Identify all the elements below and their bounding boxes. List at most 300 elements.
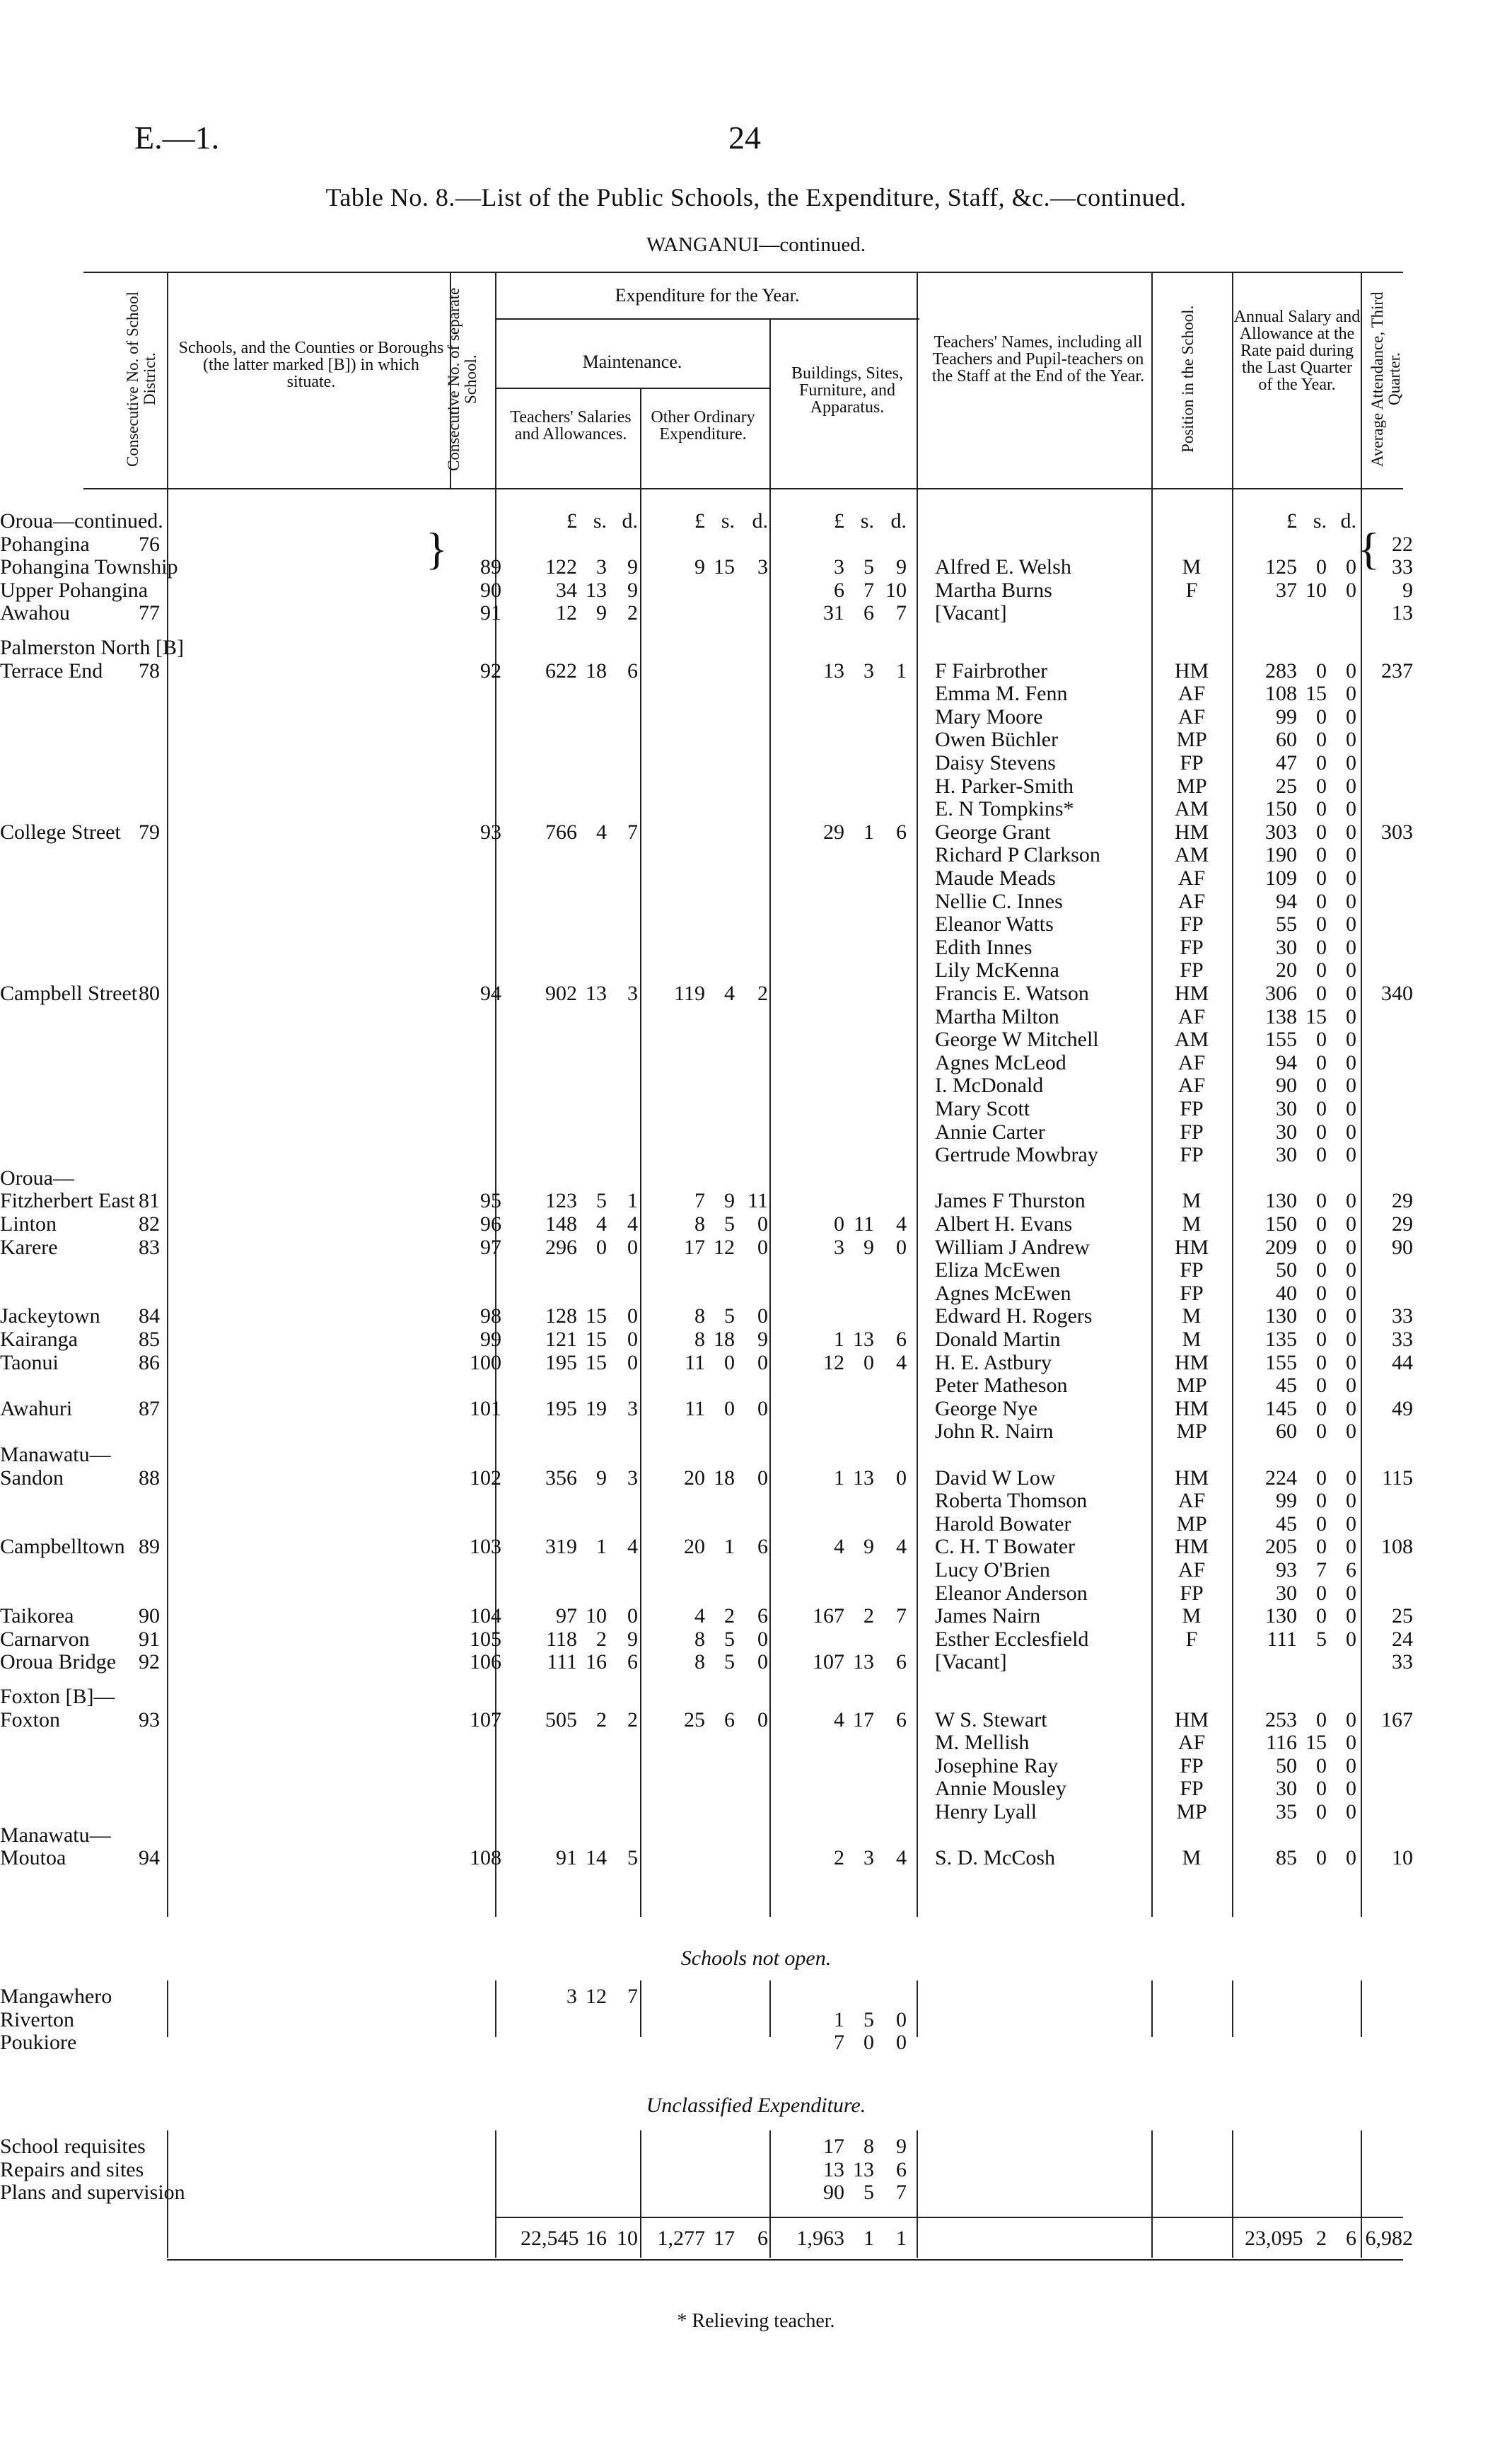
attendance: 33 bbox=[1392, 1304, 1413, 1328]
buildings-pounds: 4 bbox=[834, 1535, 844, 1559]
salary-pence: 0 bbox=[1346, 1604, 1356, 1628]
other-pounds: 11 bbox=[685, 1396, 705, 1420]
table-row bbox=[0, 797, 1512, 820]
salary-shillings: 0 bbox=[1316, 1120, 1327, 1144]
brace: } bbox=[426, 523, 448, 574]
other-pounds: £ bbox=[694, 509, 705, 533]
table-row bbox=[0, 1120, 1512, 1144]
school-number: 108 bbox=[470, 1846, 501, 1870]
buildings-pounds: 13 bbox=[823, 2157, 844, 2181]
table-title: Table No. 8.—List of the Public Schools, the Expenditure, Staff, &c.—continued. bbox=[325, 183, 1187, 211]
salary-shillings: 0 bbox=[1316, 1800, 1327, 1823]
position: FP bbox=[1180, 1143, 1204, 1167]
district-number: 77 bbox=[139, 601, 160, 625]
header-salary: Annual Salary and Allowance at the Rate paid during the Last Quarter of the Year. bbox=[1233, 308, 1361, 394]
salaries-pounds: 34 bbox=[556, 578, 577, 602]
table-row bbox=[0, 728, 1512, 751]
buildings-pence: 0 bbox=[896, 2031, 907, 2055]
salary-shillings: 0 bbox=[1316, 935, 1327, 959]
salary-pence: 0 bbox=[1346, 1846, 1356, 1870]
salary-pence: 0 bbox=[1346, 704, 1356, 729]
salary-pence: 0 bbox=[1346, 1627, 1356, 1651]
salaries-pence: 0 bbox=[627, 1235, 638, 1259]
position: MP bbox=[1176, 1800, 1207, 1823]
salary-pounds: 135 bbox=[1265, 1328, 1297, 1351]
other-shillings: 5 bbox=[724, 1304, 735, 1328]
teacher-name: Lily McKenna bbox=[935, 958, 1059, 982]
brace: { bbox=[1358, 523, 1380, 574]
salary-shillings: 15 bbox=[1305, 682, 1327, 706]
school-number: 97 bbox=[480, 1235, 501, 1259]
teacher-name: I. McDonald bbox=[935, 1074, 1044, 1098]
total-salaries-pence: 10 bbox=[617, 2227, 638, 2250]
salary-shillings: 0 bbox=[1316, 1846, 1327, 1870]
table-row bbox=[0, 1097, 1512, 1120]
salaries-pence: 0 bbox=[627, 1304, 638, 1328]
teacher-name: E. N Tompkins* bbox=[935, 797, 1074, 821]
other-pence: 0 bbox=[757, 1350, 768, 1374]
position: FP bbox=[1180, 1581, 1204, 1605]
salary-pounds: 30 bbox=[1276, 1120, 1297, 1144]
other-pounds: 20 bbox=[684, 1535, 705, 1559]
buildings-pounds: 0 bbox=[834, 1212, 844, 1236]
buildings-pence: 9 bbox=[896, 555, 907, 579]
buildings-pounds: 4 bbox=[834, 1707, 844, 1731]
salary-pounds: 150 bbox=[1265, 1212, 1297, 1236]
other-pence: 0 bbox=[757, 1707, 768, 1731]
salary-pounds: 30 bbox=[1276, 1581, 1297, 1605]
salary-pence: 0 bbox=[1346, 1777, 1356, 1801]
buildings-pounds: 13 bbox=[823, 659, 844, 683]
attendance: 303 bbox=[1381, 820, 1413, 844]
total-salary-pence: 6 bbox=[1346, 2227, 1356, 2250]
salary-pounds: 30 bbox=[1276, 1097, 1297, 1120]
teacher-name: H. E. Astbury bbox=[935, 1350, 1052, 1374]
position: FP bbox=[1180, 1777, 1204, 1801]
total-attendance: 6,982 bbox=[1365, 2227, 1413, 2250]
salary-pounds: 30 bbox=[1276, 935, 1297, 959]
col-rule bbox=[495, 1980, 496, 2037]
attendance: 237 bbox=[1381, 659, 1413, 683]
salaries-pounds: 766 bbox=[545, 820, 577, 844]
position: HM bbox=[1174, 1350, 1209, 1374]
position: MP bbox=[1176, 728, 1207, 752]
salary-shillings: 0 bbox=[1316, 1466, 1327, 1490]
teacher-name: Alfred E. Welsh bbox=[935, 555, 1071, 579]
salary-pounds: 20 bbox=[1276, 958, 1297, 982]
buildings-pounds: 3 bbox=[834, 555, 844, 579]
salary-shillings: 0 bbox=[1316, 1374, 1327, 1398]
buildings-shillings: 0 bbox=[863, 1350, 874, 1374]
salary-shillings: 0 bbox=[1316, 1489, 1327, 1513]
buildings-pounds: 167 bbox=[813, 1604, 844, 1628]
position: FP bbox=[1180, 751, 1204, 775]
table-row bbox=[0, 958, 1512, 982]
salary-shillings: 0 bbox=[1316, 1707, 1327, 1731]
salary-pence: 0 bbox=[1346, 1581, 1356, 1605]
other-pounds: 8 bbox=[694, 1212, 705, 1236]
teacher-name: John R. Nairn bbox=[935, 1420, 1054, 1444]
position: M bbox=[1182, 1212, 1202, 1236]
salaries-pounds: 319 bbox=[545, 1535, 577, 1559]
salary-pounds: 50 bbox=[1276, 1258, 1297, 1282]
other-pounds: 8 bbox=[694, 1304, 705, 1328]
salary-shillings: 0 bbox=[1316, 1097, 1327, 1120]
salary-pounds: 35 bbox=[1276, 1800, 1297, 1823]
table-row bbox=[0, 705, 1512, 729]
buildings-pence: 6 bbox=[896, 820, 907, 844]
teacher-name: Lucy O'Brien bbox=[935, 1558, 1050, 1582]
teacher-name: Eleanor Watts bbox=[935, 912, 1054, 936]
total-salary-shillings: 2 bbox=[1316, 2227, 1327, 2250]
salaries-shillings: 15 bbox=[586, 1328, 607, 1351]
other-shillings: 18 bbox=[714, 1466, 735, 1490]
attendance: 44 bbox=[1392, 1350, 1413, 1374]
salaries-pounds: 195 bbox=[545, 1396, 577, 1420]
other-pence: 11 bbox=[748, 1189, 768, 1213]
salary-pence: 0 bbox=[1346, 1512, 1356, 1536]
position: FP bbox=[1180, 958, 1204, 982]
attendance: 24 bbox=[1392, 1627, 1413, 1651]
buildings-pounds: 2 bbox=[834, 1846, 844, 1870]
salary-shillings: 0 bbox=[1316, 912, 1327, 936]
salary-pounds: 224 bbox=[1265, 1466, 1297, 1490]
salaries-shillings: 15 bbox=[586, 1350, 607, 1374]
table-row bbox=[0, 1328, 1512, 1351]
salaries-pounds: 118 bbox=[546, 1627, 577, 1651]
school-name: Awahou bbox=[0, 601, 70, 625]
salaries-shillings: 2 bbox=[596, 1627, 607, 1651]
salary-pence: 0 bbox=[1346, 1396, 1356, 1420]
position: AF bbox=[1177, 1050, 1206, 1074]
salary-pounds: 85 bbox=[1276, 1846, 1297, 1870]
buildings-pence: d. bbox=[890, 509, 907, 533]
buildings-pence: 0 bbox=[896, 2007, 907, 2031]
teacher-name: Agnes McEwen bbox=[935, 1281, 1071, 1305]
school-number: 92 bbox=[480, 659, 501, 683]
salaries-pence: 3 bbox=[627, 1396, 638, 1420]
salary-pounds: 138 bbox=[1265, 1004, 1297, 1028]
salary-shillings: 0 bbox=[1316, 1074, 1327, 1098]
school-name: Pohangina Township bbox=[0, 555, 178, 579]
teacher-name: James Nairn bbox=[935, 1604, 1041, 1628]
district-number: 89 bbox=[139, 1535, 160, 1559]
salary-pence: 0 bbox=[1346, 1074, 1356, 1098]
buildings-pence: 4 bbox=[896, 1212, 907, 1236]
school-number: 99 bbox=[480, 1328, 501, 1351]
total-buildings-shillings: 1 bbox=[863, 2227, 874, 2250]
buildings-shillings: 2 bbox=[863, 1604, 874, 1628]
buildings-pounds: 6 bbox=[834, 578, 844, 602]
salary-shillings: 0 bbox=[1316, 751, 1327, 775]
teacher-name: Edward H. Rogers bbox=[935, 1304, 1093, 1328]
table-row bbox=[0, 1846, 1512, 1869]
teacher-name: Eleanor Anderson bbox=[935, 1581, 1088, 1605]
total-buildings-pounds: 1,963 bbox=[796, 2227, 844, 2250]
salary-shillings: 15 bbox=[1305, 1004, 1327, 1028]
header-maintenance: Maintenance. bbox=[582, 352, 682, 372]
salary-shillings: 0 bbox=[1316, 774, 1327, 798]
other-shillings: 9 bbox=[724, 1189, 735, 1213]
school-number: 95 bbox=[480, 1189, 501, 1213]
table-row bbox=[0, 1074, 1512, 1097]
position: AF bbox=[1177, 1074, 1206, 1098]
school-name: Palmerston North [B] bbox=[0, 636, 184, 659]
attendance: 49 bbox=[1392, 1396, 1413, 1420]
salaries-pence: 4 bbox=[627, 1535, 638, 1559]
salary-pence: 0 bbox=[1346, 1120, 1356, 1144]
salary-pounds: 60 bbox=[1276, 1420, 1297, 1444]
salary-pence: 0 bbox=[1346, 1235, 1356, 1259]
salaries-shillings: 12 bbox=[586, 1985, 607, 2008]
attendance: 9 bbox=[1402, 578, 1413, 602]
school-number: 106 bbox=[470, 1650, 501, 1674]
salary-shillings: 0 bbox=[1316, 1350, 1327, 1374]
table-row bbox=[0, 2031, 1512, 2054]
position: M bbox=[1182, 555, 1202, 579]
school-name: Mangawhero bbox=[0, 1985, 112, 2008]
position: AF bbox=[1177, 866, 1206, 890]
salary-shillings: 0 bbox=[1316, 1420, 1327, 1444]
attendance: 340 bbox=[1381, 982, 1413, 1005]
header-expenditure: Expenditure for the Year. bbox=[615, 285, 800, 306]
salaries-pence: 5 bbox=[627, 1846, 638, 1870]
school-number: 101 bbox=[470, 1396, 501, 1420]
table-subtitle: WANGANUI—continued. bbox=[646, 233, 866, 256]
other-pounds: 20 bbox=[684, 1466, 705, 1490]
salary-pounds: 37 bbox=[1276, 578, 1297, 602]
buildings-pence: 0 bbox=[896, 1235, 907, 1259]
position: M bbox=[1182, 1846, 1202, 1870]
table-row bbox=[0, 866, 1512, 890]
table-row bbox=[0, 1731, 1512, 1754]
salary-pence: 0 bbox=[1346, 1097, 1356, 1120]
district-number: 88 bbox=[139, 1466, 160, 1490]
school-number: 96 bbox=[480, 1212, 501, 1236]
position: FP bbox=[1180, 935, 1204, 959]
salary-shillings: 7 bbox=[1316, 1558, 1327, 1582]
salary-pence: 0 bbox=[1346, 1535, 1356, 1559]
attendance: 29 bbox=[1392, 1212, 1413, 1236]
section-unclassified: Unclassified Expenditure. bbox=[646, 2094, 866, 2117]
position: HM bbox=[1174, 659, 1209, 683]
other-pence: 3 bbox=[757, 555, 768, 579]
school-number: 100 bbox=[470, 1350, 501, 1374]
header-position: Position in the School. bbox=[1179, 305, 1197, 453]
district-number: 82 bbox=[139, 1212, 160, 1236]
table-row bbox=[0, 890, 1512, 913]
table-row bbox=[0, 1028, 1512, 1051]
other-shillings: 12 bbox=[714, 1235, 735, 1259]
school-name: Foxton bbox=[0, 1707, 61, 1731]
district-number: 86 bbox=[139, 1350, 160, 1374]
total-salaries-shillings: 16 bbox=[586, 2227, 607, 2250]
salary-shillings: 5 bbox=[1316, 1627, 1327, 1651]
table-row bbox=[0, 533, 1512, 556]
salary-pence: 0 bbox=[1346, 751, 1356, 775]
school-name: School requisites bbox=[0, 2135, 146, 2158]
buildings-pounds: 90 bbox=[823, 2181, 844, 2205]
salary-pounds: 94 bbox=[1276, 1050, 1297, 1074]
table-row bbox=[0, 682, 1512, 705]
other-pence: 0 bbox=[757, 1396, 768, 1420]
salary-pence: 0 bbox=[1346, 555, 1356, 579]
attendance: 115 bbox=[1382, 1466, 1413, 1490]
other-shillings: 0 bbox=[724, 1350, 735, 1374]
teacher-name: [Vacant] bbox=[935, 601, 1007, 625]
school-name: Karere bbox=[0, 1235, 58, 1259]
salaries-pounds: 622 bbox=[545, 659, 577, 683]
school-name: Oroua— bbox=[0, 1166, 74, 1190]
teacher-name: Francis E. Watson bbox=[935, 982, 1089, 1005]
position: MP bbox=[1176, 1512, 1207, 1536]
buildings-pence: 6 bbox=[896, 1650, 907, 1674]
header-other: Other Ordinary Expenditure. bbox=[651, 408, 755, 443]
school-name: Linton bbox=[0, 1212, 57, 1236]
buildings-shillings: 3 bbox=[863, 659, 874, 683]
header-teachers: Teachers' Names, including all Teachers and Pupil-teachers on the Staff at the End of the Year. bbox=[931, 333, 1145, 385]
table-row bbox=[0, 601, 1512, 625]
position: FP bbox=[1180, 912, 1204, 936]
school-name: Upper Pohangina bbox=[0, 578, 149, 602]
teacher-name: H. Parker-Smith bbox=[935, 774, 1074, 798]
school-name: Manawatu— bbox=[0, 1443, 111, 1466]
totals-row bbox=[0, 2227, 1512, 2250]
other-shillings: 6 bbox=[724, 1707, 735, 1731]
table-row bbox=[0, 1351, 1512, 1374]
salaries-pence: 0 bbox=[627, 1328, 638, 1351]
other-pounds: 119 bbox=[674, 982, 705, 1005]
salary-shillings: 0 bbox=[1316, 1189, 1327, 1213]
salaries-shillings: 16 bbox=[586, 1650, 607, 1674]
totals-rule bbox=[495, 2217, 1403, 2218]
table-row bbox=[0, 2008, 1512, 2031]
teacher-name: Gertrude Mowbray bbox=[935, 1143, 1098, 1167]
total-salary-pounds: 23,095 bbox=[1245, 2227, 1303, 2250]
position: AF bbox=[1177, 1489, 1206, 1513]
salary-shillings: 15 bbox=[1305, 1731, 1327, 1755]
other-pounds: 4 bbox=[694, 1604, 705, 1628]
school-name: Campbelltown bbox=[0, 1535, 125, 1559]
buildings-shillings: 1 bbox=[863, 820, 874, 844]
salary-pence: 0 bbox=[1346, 1028, 1356, 1052]
salary-pence: 0 bbox=[1346, 1004, 1356, 1028]
buildings-pence: 6 bbox=[896, 1328, 907, 1351]
salary-pounds: 253 bbox=[1265, 1707, 1297, 1731]
other-shillings: 15 bbox=[714, 555, 735, 579]
salaries-shillings: 13 bbox=[586, 982, 607, 1005]
teacher-name: S. D. McCosh bbox=[935, 1846, 1056, 1870]
position: HM bbox=[1174, 820, 1209, 844]
col-rule bbox=[167, 1980, 168, 2037]
attendance: 33 bbox=[1392, 555, 1413, 579]
salaries-pence: 6 bbox=[627, 1650, 638, 1674]
buildings-shillings: 7 bbox=[863, 578, 874, 602]
teacher-name: Maude Meads bbox=[935, 866, 1056, 890]
buildings-shillings: 0 bbox=[863, 2031, 874, 2055]
salary-shillings: 0 bbox=[1316, 1235, 1327, 1259]
school-name: College Street bbox=[0, 820, 121, 844]
attendance: 33 bbox=[1392, 1650, 1413, 1674]
salary-shillings: 0 bbox=[1316, 1028, 1327, 1052]
salaries-shillings: 15 bbox=[586, 1304, 607, 1328]
other-shillings: 5 bbox=[724, 1650, 735, 1674]
salaries-shillings: 2 bbox=[596, 1707, 607, 1731]
buildings-pounds: 29 bbox=[823, 820, 844, 844]
buildings-shillings: 11 bbox=[854, 1212, 874, 1236]
teacher-name: Albert H. Evans bbox=[935, 1212, 1073, 1236]
salaries-pounds: 91 bbox=[556, 1846, 577, 1870]
salaries-pounds: 148 bbox=[545, 1212, 577, 1236]
other-pounds: 9 bbox=[694, 555, 705, 579]
salary-pounds: 145 bbox=[1265, 1396, 1297, 1420]
salary-pounds: 283 bbox=[1265, 659, 1297, 683]
salaries-pence: 2 bbox=[627, 601, 638, 625]
salary-pounds: 47 bbox=[1276, 751, 1297, 775]
table-row bbox=[0, 1397, 1512, 1420]
salary-pence: 0 bbox=[1346, 1189, 1356, 1213]
salary-pence: 0 bbox=[1346, 1420, 1356, 1444]
salary-pence: 0 bbox=[1346, 889, 1356, 913]
buildings-pence: 4 bbox=[896, 1846, 907, 1870]
buildings-pence: 1 bbox=[896, 659, 907, 683]
salaries-pounds: 296 bbox=[545, 1235, 577, 1259]
position: AF bbox=[1177, 1558, 1206, 1582]
buildings-shillings: 5 bbox=[863, 555, 874, 579]
position: HM bbox=[1174, 1466, 1209, 1490]
district-number: 79 bbox=[139, 820, 160, 844]
school-number: 105 bbox=[470, 1627, 501, 1651]
buildings-pounds: 3 bbox=[834, 1235, 844, 1259]
school-name: Plans and supervision bbox=[0, 2181, 185, 2205]
school-name: Kairanga bbox=[0, 1328, 78, 1351]
attendance: 22 bbox=[1392, 532, 1413, 556]
teacher-name: Martha Milton bbox=[935, 1004, 1059, 1028]
salary-pounds: 116 bbox=[1266, 1731, 1297, 1755]
buildings-shillings: 17 bbox=[853, 1707, 874, 1731]
other-shillings: 2 bbox=[724, 1604, 735, 1628]
col-rule bbox=[917, 1980, 918, 2037]
position: AM bbox=[1174, 797, 1209, 821]
salary-pence: 0 bbox=[1346, 958, 1356, 982]
teacher-name: James F Thurston bbox=[935, 1189, 1086, 1213]
position: FP bbox=[1180, 1258, 1204, 1282]
position: M bbox=[1182, 1328, 1202, 1351]
teacher-name: W S. Stewart bbox=[935, 1707, 1047, 1731]
salary-pence: 0 bbox=[1346, 1281, 1356, 1305]
district-number: 76 bbox=[139, 532, 160, 556]
salary-shillings: 0 bbox=[1316, 1753, 1327, 1777]
teacher-name: Henry Lyall bbox=[935, 1800, 1037, 1823]
teacher-name: Martha Burns bbox=[935, 578, 1052, 602]
teacher-name: Nellie C. Innes bbox=[935, 889, 1063, 913]
buildings-shillings: 13 bbox=[853, 1328, 874, 1351]
district-number: 84 bbox=[139, 1304, 160, 1328]
position: AF bbox=[1177, 704, 1206, 729]
buildings-shillings: 6 bbox=[863, 601, 874, 625]
col-rule bbox=[1151, 1980, 1153, 2037]
district-number: 93 bbox=[139, 1707, 160, 1731]
salary-shillings: 0 bbox=[1316, 659, 1327, 683]
expenditure-rule bbox=[495, 318, 919, 320]
salary-pence: 0 bbox=[1346, 1143, 1356, 1167]
salary-pence: 0 bbox=[1346, 578, 1356, 602]
position: AM bbox=[1174, 843, 1209, 867]
position: M bbox=[1182, 1304, 1202, 1328]
teacher-name: Richard P Clarkson bbox=[935, 843, 1100, 867]
school-number: 102 bbox=[470, 1466, 501, 1490]
salary-pounds: 50 bbox=[1276, 1753, 1297, 1777]
